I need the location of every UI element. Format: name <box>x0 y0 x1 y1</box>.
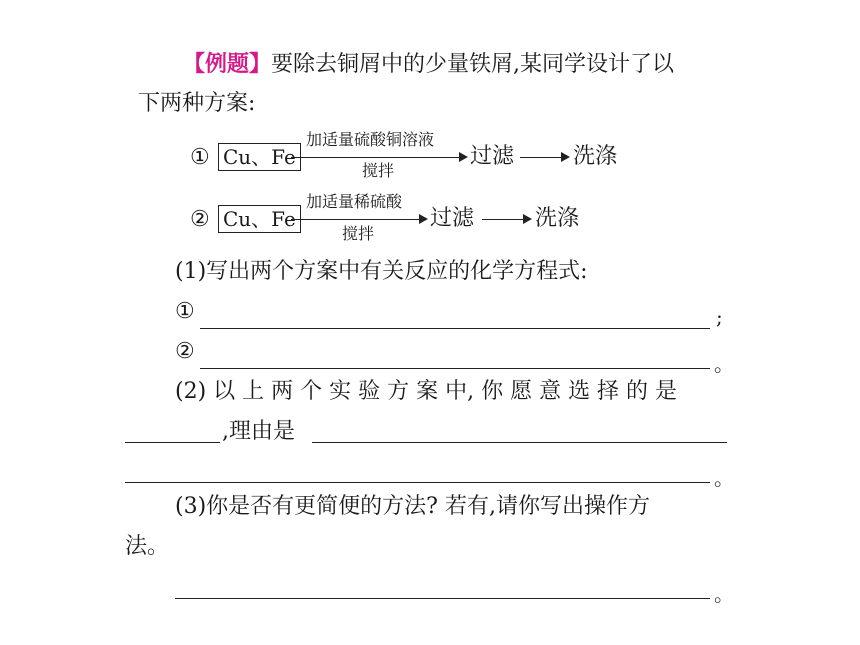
question-3-answer-blank[interactable] <box>175 598 710 599</box>
question-3-text-line-2: 法。 <box>125 534 170 559</box>
scheme-1-step-filter: 过滤 <box>470 144 515 169</box>
question-2-reason-label: ,理由是 <box>222 419 295 444</box>
scheme-1-condition-below: 搅拌 <box>362 161 395 180</box>
scheme-2-reactant-box: Cu、Fe <box>218 205 301 233</box>
question-1-blank-1-label: ① <box>175 299 195 324</box>
question-3-text-line-1: (3)你是否有更简便的方法? 若有,请你写出操作方 <box>175 494 650 519</box>
question-1-blank-2-end: 。 <box>714 352 734 376</box>
scheme-2-condition-above: 加适量稀硫酸 <box>306 192 403 211</box>
example-intro-line-1 <box>183 50 674 79</box>
question-1-answer-blank-1[interactable] <box>200 328 710 329</box>
question-1-answer-blank-2[interactable] <box>200 368 710 369</box>
question-2-reason-blank-2[interactable] <box>125 482 710 483</box>
scheme-2-arrow-2 <box>482 219 530 220</box>
question-1-text: (1)写出两个方案中有关反应的化学方程式: <box>175 259 588 284</box>
scheme-2-reactant <box>218 205 301 234</box>
example-tag: 【例题】 <box>183 51 272 77</box>
question-2-text: (2) 以 上 两 个 实 验 方 案 中, 你 愿 意 选 择 的 是 <box>175 379 678 404</box>
scheme-2-condition-below: 搅拌 <box>342 224 375 243</box>
scheme-1-number: ① <box>190 145 210 170</box>
intro-text-1: 要除去铜屑中的少量铁屑,某同学设计了以 <box>271 52 675 77</box>
example-intro-line-2: 下两种方案: <box>138 91 256 116</box>
scheme-1-reactant-box: Cu、Fe <box>218 143 301 171</box>
scheme-1-step-wash: 洗涤 <box>573 144 618 169</box>
scheme-1-reactant <box>218 143 301 172</box>
question-1-blank-2-label: ② <box>175 339 195 364</box>
question-3-end: 。 <box>714 582 734 606</box>
scheme-2-step-wash: 洗涤 <box>535 206 580 231</box>
question-2-reason-blank-1[interactable] <box>312 442 727 443</box>
scheme-1-condition-above: 加适量硫酸铜溶液 <box>306 130 435 149</box>
scheme-1-arrow <box>291 157 466 158</box>
scheme-1-arrow-2 <box>520 157 568 158</box>
question-2-end: 。 <box>714 466 734 490</box>
question-1-blank-1-end: ; <box>716 305 723 329</box>
question-2-choice-blank[interactable] <box>125 442 220 443</box>
scheme-2-number: ② <box>190 207 210 232</box>
scheme-2-arrow <box>291 219 426 220</box>
scheme-2-step-filter: 过滤 <box>430 206 475 231</box>
